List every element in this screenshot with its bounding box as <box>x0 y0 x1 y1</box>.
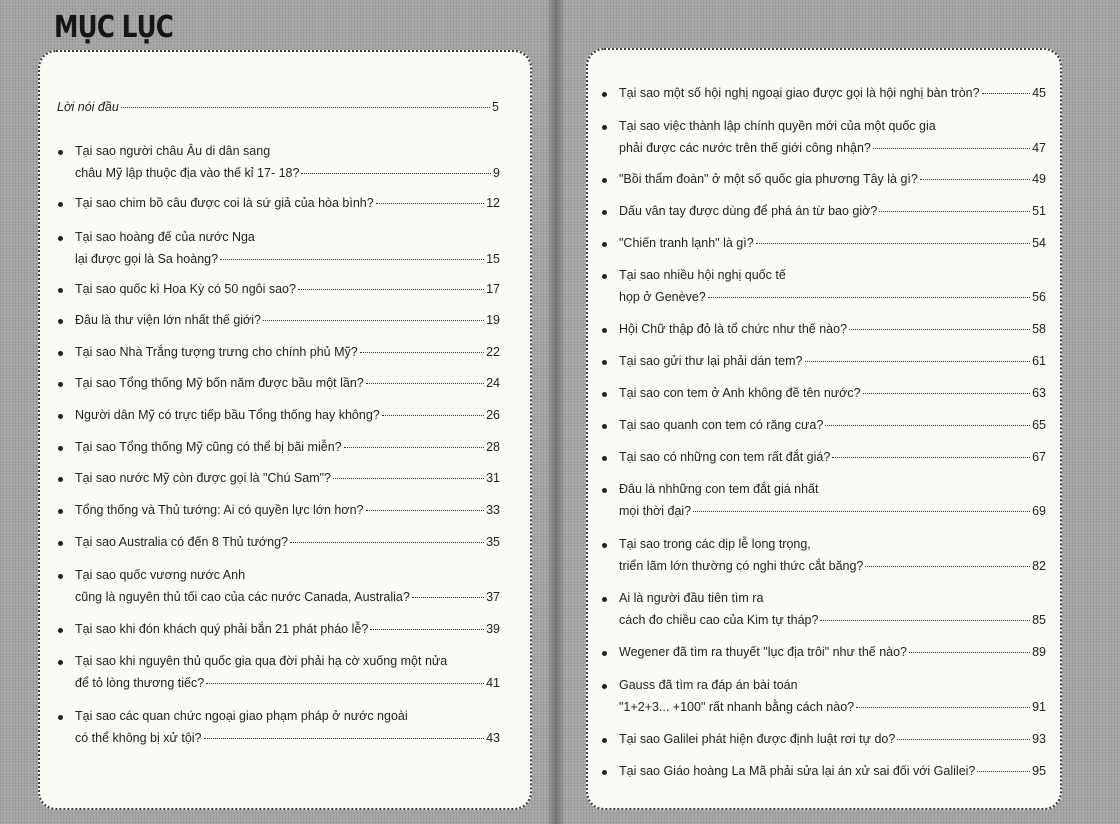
dot-leader <box>849 329 1030 330</box>
toc-entry[interactable] <box>58 568 500 612</box>
toc-entry-title: để tỏ lòng thương tiếc? <box>75 676 205 690</box>
bullet-icon <box>602 738 607 743</box>
dot-leader <box>206 683 484 684</box>
book-spine <box>548 0 564 824</box>
toc-entry-title: Đâu là thư viện lớn nhất thế giới? <box>75 313 261 327</box>
toc-entry-page: 39 <box>486 622 500 636</box>
bullet-icon <box>602 424 607 429</box>
toc-entry-title: Tại sao Galilei phát hiện được định luật rơi tự do? <box>619 732 896 746</box>
toc-intro-entry[interactable] <box>57 100 499 114</box>
bullet-icon <box>58 150 63 155</box>
toc-entry-page: 43 <box>486 731 500 745</box>
toc-entry-title: "1+2+3... +100" rất nhanh bằng cách nào? <box>619 700 855 714</box>
toc-entry-page: 24 <box>486 376 500 390</box>
toc-entry-row <box>75 731 500 745</box>
toc-entry-title: châu Mỹ lập thuộc địa vào thế kỉ 17- 18? <box>75 166 300 180</box>
toc-entry[interactable] <box>58 376 500 398</box>
bullet-icon <box>602 274 607 279</box>
toc-entry-row <box>619 386 1046 400</box>
toc-entry-row <box>75 252 500 266</box>
toc-entry-page: 89 <box>1032 645 1046 659</box>
toc-entry[interactable] <box>58 144 500 188</box>
bullet-icon <box>58 509 63 514</box>
toc-entry-row <box>619 290 1046 304</box>
toc-entry[interactable] <box>602 678 1046 722</box>
toc-entry-title: "Bồi thẩm đoàn" ở một số quốc gia phương Tây là gì? <box>619 172 918 186</box>
toc-entry-page: 67 <box>1032 450 1046 464</box>
dot-leader <box>121 107 490 108</box>
dot-leader <box>708 297 1030 298</box>
toc-entry-title: Tại sao Australia có đến 8 Thủ tướng? <box>75 535 288 549</box>
dot-leader <box>977 771 1030 772</box>
bullet-icon <box>58 477 63 482</box>
toc-entry-title: Tại sao Giáo hoàng La Mã phải sửa lại án xử sai đối với Galilei? <box>619 764 976 778</box>
toc-entry-page: 91 <box>1032 700 1046 714</box>
toc-entry-title: có thể không bị xử tội? <box>75 731 202 745</box>
toc-entry-row <box>619 172 1046 186</box>
dot-leader <box>344 447 484 448</box>
toc-entry[interactable] <box>58 408 500 430</box>
bullet-icon <box>602 392 607 397</box>
toc-entry[interactable] <box>58 345 500 367</box>
toc-entry-title: phải được các nước trên thế giới công nhận? <box>619 141 871 155</box>
toc-entry-title: Tại sao khi đón khách quý phải bắn 21 phát pháo lễ? <box>75 622 369 636</box>
toc-entry-title: Tại sao Nhà Trắng tượng trưng cho chính phủ Mỹ? <box>75 345 358 359</box>
bullet-icon <box>602 684 607 689</box>
toc-entry[interactable] <box>58 313 500 335</box>
toc-entry[interactable] <box>602 645 1046 667</box>
toc-entry-title: họp ở Genève? <box>619 290 706 304</box>
toc-entry[interactable] <box>602 268 1046 312</box>
toc-entry[interactable] <box>58 503 500 525</box>
toc-entry-title: Tại sao Tổng thống Mỹ bốn năm được bầu một lần? <box>75 376 364 390</box>
toc-entry-title: cách đo chiều cao của Kim tự tháp? <box>619 613 819 627</box>
toc-entry-page: 65 <box>1032 418 1046 432</box>
toc-entry-title-line: Đâu là nhhững con tem đắt giá nhất <box>619 482 819 496</box>
toc-entry[interactable] <box>602 764 1046 786</box>
bullet-icon <box>602 488 607 493</box>
toc-entry-title-line: Tại sao hoàng đế của nước Nga <box>75 230 255 244</box>
bullet-icon <box>58 574 63 579</box>
dot-leader <box>920 179 1030 180</box>
toc-entry-page: 49 <box>1032 172 1046 186</box>
toc-entry-row <box>619 322 1046 336</box>
toc-entry[interactable] <box>602 204 1046 226</box>
toc-entry-row <box>75 503 500 517</box>
toc-entry-title: Tại sao quốc kì Hoa Kỳ có 50 ngôi sao? <box>75 282 296 296</box>
bullet-icon <box>58 446 63 451</box>
toc-entry-page: 45 <box>1032 86 1046 100</box>
toc-entry-page: 9 <box>493 166 500 180</box>
toc-entry-row <box>75 376 500 390</box>
dot-leader <box>820 620 1030 621</box>
toc-entry-page: 58 <box>1032 322 1046 336</box>
toc-entry-row <box>619 613 1046 627</box>
dot-leader <box>865 566 1030 567</box>
dot-leader <box>982 93 1031 94</box>
toc-entry-row <box>619 504 1046 518</box>
toc-entry-page: 22 <box>486 345 500 359</box>
toc-entry-row <box>619 559 1046 573</box>
dot-leader <box>263 320 484 321</box>
toc-entry-row <box>619 204 1046 218</box>
toc-entry-row <box>619 700 1046 714</box>
toc-entry[interactable] <box>602 172 1046 194</box>
toc-entry[interactable] <box>58 196 500 218</box>
toc-entry-title-line: Tại sao việc thành lập chính quyền mới của một quốc gia <box>619 119 936 133</box>
toc-entry[interactable] <box>602 322 1046 344</box>
toc-entry-title-line: Gauss đã tìm ra đáp án bài toán <box>619 678 798 692</box>
toc-entry-row <box>75 440 500 454</box>
toc-entry-title-line: Tại sao người châu Âu di dân sang <box>75 144 271 158</box>
toc-entry-title: Dấu vân tay được dùng để phá án từ bao giờ? <box>619 204 878 218</box>
toc-entry-page: 93 <box>1032 732 1046 746</box>
toc-entry-page: 33 <box>486 503 500 517</box>
toc-entry-page: 69 <box>1032 504 1046 518</box>
dot-leader <box>370 629 484 630</box>
toc-entry[interactable] <box>58 654 500 698</box>
toc-entry-title: Tại sao con tem ở Anh không đề tên nước? <box>619 386 861 400</box>
bullet-icon <box>58 715 63 720</box>
dot-leader <box>805 361 1031 362</box>
bullet-icon <box>602 125 607 130</box>
bullet-icon <box>58 382 63 387</box>
toc-entry-row <box>619 86 1046 100</box>
toc-entry-title: triển lãm lớn thường có nghi thức cắt băng? <box>619 559 864 573</box>
toc-entry-page: 26 <box>486 408 500 422</box>
toc-entry-row <box>75 622 500 636</box>
toc-entry[interactable] <box>58 622 500 644</box>
toc-entry-title: "Chiến tranh lạnh" là gì? <box>619 236 754 250</box>
toc-entry-title: Tại sao chim bồ câu được coi là sứ giả của hòa bình? <box>75 196 374 210</box>
bullet-icon <box>602 92 607 97</box>
toc-entry-page: 35 <box>486 535 500 549</box>
toc-entry-row <box>619 418 1046 432</box>
toc-entry-page: 54 <box>1032 236 1046 250</box>
toc-entry[interactable] <box>58 282 500 304</box>
bullet-icon <box>58 628 63 633</box>
bullet-icon <box>58 236 63 241</box>
toc-entry-title: mọi thời đại? <box>619 504 692 518</box>
toc-entry-row <box>619 236 1046 250</box>
toc-entry[interactable] <box>602 482 1046 526</box>
toc-entry-page: 12 <box>486 196 500 210</box>
bullet-icon <box>58 351 63 356</box>
bullet-icon <box>602 597 607 602</box>
dot-leader <box>376 203 484 204</box>
toc-entry-page: 56 <box>1032 290 1046 304</box>
toc-entry-title: Người dân Mỹ có trực tiếp bầu Tổng thống hay không? <box>75 408 380 422</box>
toc-entry-title: Tại sao có những con tem rất đắt giá? <box>619 450 831 464</box>
toc-entry-title: Wegener đã tìm ra thuyết "lục địa trôi" như thế nào? <box>619 645 908 659</box>
dot-leader <box>863 393 1031 394</box>
dot-leader <box>879 211 1030 212</box>
dot-leader <box>366 383 484 384</box>
toc-entry-page: 47 <box>1032 141 1046 155</box>
toc-entry-page: 63 <box>1032 386 1046 400</box>
toc-entry-row <box>75 196 500 210</box>
toc-entry-page: 17 <box>486 282 500 296</box>
toc-entry[interactable] <box>58 535 500 557</box>
dot-leader <box>366 510 485 511</box>
toc-entry-row <box>619 354 1046 368</box>
toc-entry-row <box>75 590 500 604</box>
toc-entry[interactable] <box>58 471 500 493</box>
toc-entry-title: Tại sao quanh con tem có răng cưa? <box>619 418 824 432</box>
toc-entry-page: 28 <box>486 440 500 454</box>
toc-entry-title: Tại sao Tổng thống Mỹ cũng có thể bị bãi miễn? <box>75 440 342 454</box>
toc-entry[interactable] <box>602 354 1046 376</box>
dot-leader <box>298 289 484 290</box>
bullet-icon <box>58 541 63 546</box>
page-title: MỤC LỤC <box>54 10 174 45</box>
toc-entry-title: Tại sao nước Mỹ còn được gọi là "Chú Sam"? <box>75 471 331 485</box>
dot-leader <box>301 173 491 174</box>
toc-entry-title: Tại sao gửi thư lại phải dán tem? <box>619 354 803 368</box>
toc-entry[interactable] <box>58 709 500 753</box>
toc-entry[interactable] <box>602 386 1046 408</box>
toc-entry-title: Tại sao một số hội nghị ngoại giao được gọi là hội nghị bàn tròn? <box>619 86 980 100</box>
bullet-icon <box>58 660 63 665</box>
bullet-icon <box>602 242 607 247</box>
bullet-icon <box>602 328 607 333</box>
toc-entry-title: lại được gọi là Sa hoàng? <box>75 252 219 266</box>
toc-entry-page: 82 <box>1032 559 1046 573</box>
toc-entry[interactable] <box>602 418 1046 440</box>
bullet-icon <box>58 414 63 419</box>
toc-entry-page: 31 <box>486 471 500 485</box>
bullet-icon <box>602 178 607 183</box>
dot-leader <box>290 542 484 543</box>
dot-leader <box>412 597 484 598</box>
bullet-icon <box>602 360 607 365</box>
dot-leader <box>832 457 1030 458</box>
bullet-icon <box>602 210 607 215</box>
toc-entry-page: 51 <box>1032 204 1046 218</box>
toc-entry[interactable] <box>602 591 1046 635</box>
bullet-icon <box>602 543 607 548</box>
toc-entry-row <box>75 408 500 422</box>
dot-leader <box>220 259 484 260</box>
bullet-icon <box>602 456 607 461</box>
toc-entry[interactable] <box>602 450 1046 472</box>
bullet-icon <box>58 288 63 293</box>
toc-entry-row <box>619 141 1046 155</box>
toc-entry[interactable] <box>58 230 500 274</box>
toc-entry-row <box>619 645 1046 659</box>
dot-leader <box>756 243 1030 244</box>
toc-entry-title: Tổng thống và Thủ tướng: Ai có quyền lực lớn hơn? <box>75 503 364 517</box>
bullet-icon <box>58 202 63 207</box>
toc-entry-page: 15 <box>486 252 500 266</box>
dot-leader <box>382 415 484 416</box>
toc-entry-page: 95 <box>1032 764 1046 778</box>
toc-entry-row <box>75 535 500 549</box>
toc-entry-title-line: Tại sao nhiều hội nghị quốc tế <box>619 268 786 282</box>
toc-entry-title-line: Ai là người đầu tiên tìm ra <box>619 591 764 605</box>
toc-entry-title-line: Tại sao khi nguyên thủ quốc gia qua đời phải hạ cờ xuống một nửa <box>75 654 448 668</box>
dot-leader <box>897 739 1030 740</box>
toc-entry-title-line: Tại sao quốc vương nước Anh <box>75 568 246 582</box>
dot-leader <box>825 425 1030 426</box>
toc-entry-page: 19 <box>486 313 500 327</box>
toc-entry-page: 41 <box>486 676 500 690</box>
toc-entry[interactable] <box>602 86 1046 108</box>
toc-entry[interactable] <box>602 732 1046 754</box>
toc-entry[interactable] <box>602 537 1046 581</box>
toc-entry[interactable] <box>602 236 1046 258</box>
dot-leader <box>856 707 1030 708</box>
dot-leader <box>333 478 484 479</box>
toc-entry-row <box>75 471 500 485</box>
dot-leader <box>204 738 485 739</box>
toc-entry[interactable] <box>58 440 500 462</box>
toc-entry-title: cũng là nguyên thủ tối cao của các nước Canada, Australia? <box>75 590 410 604</box>
bullet-icon <box>602 651 607 656</box>
dot-leader <box>909 652 1030 653</box>
toc-entry-row <box>75 313 500 327</box>
toc-entry-row <box>75 676 500 690</box>
toc-entry-title: Hội Chữ thập đỏ là tổ chức như thế nào? <box>619 322 848 336</box>
toc-entry-row <box>75 345 500 359</box>
toc-entry-page: 85 <box>1032 613 1046 627</box>
bullet-icon <box>602 770 607 775</box>
bullet-icon <box>58 319 63 324</box>
toc-entry-page: 37 <box>486 590 500 604</box>
toc-entry-row <box>75 166 500 180</box>
dot-leader <box>360 352 484 353</box>
toc-entry-title-line: Tại sao trong các dịp lễ long trọng, <box>619 537 811 551</box>
toc-entry-row <box>619 764 1046 778</box>
toc-intro-page: 5 <box>492 100 499 114</box>
toc-entry-row <box>619 450 1046 464</box>
toc-entry-page: 61 <box>1032 354 1046 368</box>
toc-entry-row <box>619 732 1046 746</box>
toc-entry[interactable] <box>602 119 1046 163</box>
dot-leader <box>693 511 1030 512</box>
toc-intro-title: Lời nói đầu <box>57 100 119 114</box>
toc-entry-title-line: Tại sao các quan chức ngoại giao phạm pháp ở nước ngoài <box>75 709 408 723</box>
dot-leader <box>873 148 1030 149</box>
toc-entry-row <box>75 282 500 296</box>
